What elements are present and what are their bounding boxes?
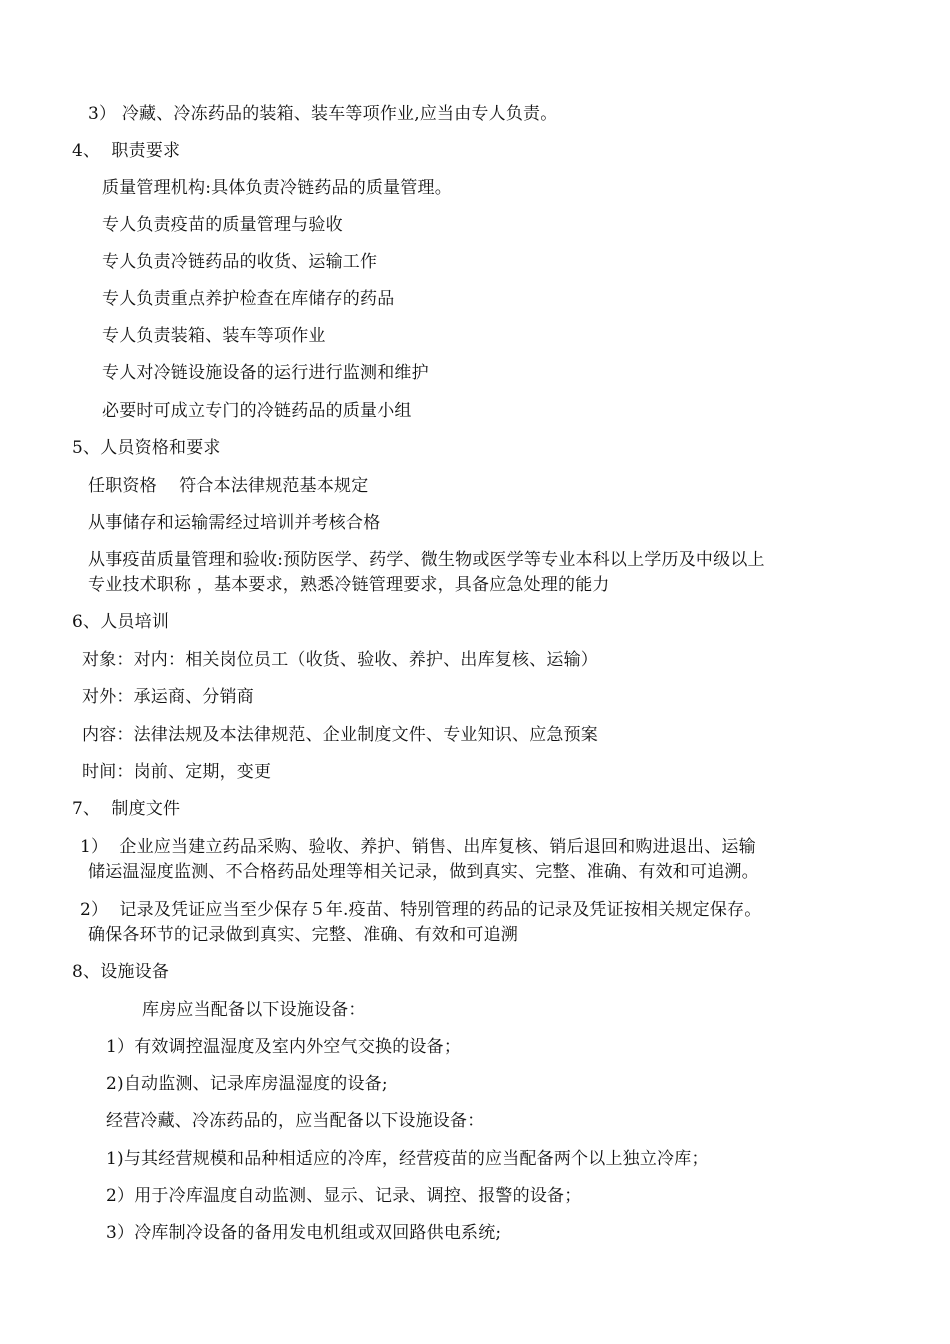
text-line: 3）冷库制冷设备的备用发电机组或双回路供电系统;: [106, 1223, 502, 1243]
text-line: 时间：岗前、定期，变更: [82, 762, 272, 782]
text-line: 专业技术职称 ，基本要求，熟悉冷链管理要求，具备应急处理的能力: [88, 575, 610, 595]
section-heading: 7、 制度文件: [72, 799, 181, 819]
section-heading: 5、人员资格和要求: [72, 438, 221, 458]
text-line: 必要时可成立专门的冷链药品的质量小组: [102, 401, 412, 421]
text-line: 专人负责疫苗的质量管理与验收: [102, 215, 343, 235]
text-line: 专人负责冷链药品的收货、运输工作: [102, 252, 378, 272]
section-heading: 8、设施设备: [72, 962, 170, 982]
text-line: 1）有效调控温湿度及室内外空气交换的设备；: [106, 1037, 462, 1057]
text-line: 1） 企业应当建立药品采购、验收、养护、销售、出库复核、销后退回和购进退出、运输: [80, 837, 756, 857]
text-line: 2）用于冷库温度自动监测、显示、记录、调控、报警的设备；: [106, 1186, 582, 1206]
text-line: 专人对冷链设施设备的运行进行监测和维护: [102, 363, 429, 383]
text-line: 2） 记录及凭证应当至少保存５年.疫苗、特别管理的药品的记录及凭证按相关规定保存。: [80, 900, 762, 920]
text-line: 2)自动监测、记录库房温湿度的设备;: [106, 1074, 388, 1094]
text-line: 3） 冷藏、冷冻药品的装箱、装车等项作业,应当由专人负责。: [88, 104, 558, 124]
text-line: 专人负责重点养护检查在库储存的药品: [102, 289, 395, 309]
text-line: 质量管理机构:具体负责冷链药品的质量管理。: [102, 178, 452, 198]
text-line: 从事储存和运输需经过培训并考核合格: [88, 513, 381, 533]
text-line: 经营冷藏、冷冻药品的，应当配备以下设施设备：: [106, 1111, 485, 1131]
text-line: 专人负责装箱、装车等项作业: [102, 326, 326, 346]
section-heading: 6、人员培训: [72, 612, 170, 632]
text-line: 库房应当配备以下设施设备：: [142, 1000, 366, 1020]
text-line: 从事疫苗质量管理和验收:预防医学、药学、微生物或医学等专业本科以上学历及中级以上: [88, 550, 765, 570]
text-line: 对象：对内：相关岗位员工（收货、验收、养护、出库复核、运输）: [82, 650, 598, 670]
text-line: 确保各环节的记录做到真实、完整、准确、有效和可追溯: [88, 925, 518, 945]
text-line: 储运温湿度监测、不合格药品处理等相关记录，做到真实、完整、准确、有效和可追溯。: [88, 862, 759, 882]
text-line: 任职资格 符合本法律规范基本规定: [88, 476, 369, 496]
text-line: 内容：法律法规及本法律规范、企业制度文件、专业知识、应急预案: [82, 725, 598, 745]
section-heading: 4、 职责要求: [72, 141, 181, 161]
text-line: 对外：承运商、分销商: [82, 687, 254, 707]
text-line: 1)与其经营规模和品种相适应的冷库，经营疫苗的应当配备两个以上独立冷库；: [106, 1149, 709, 1169]
